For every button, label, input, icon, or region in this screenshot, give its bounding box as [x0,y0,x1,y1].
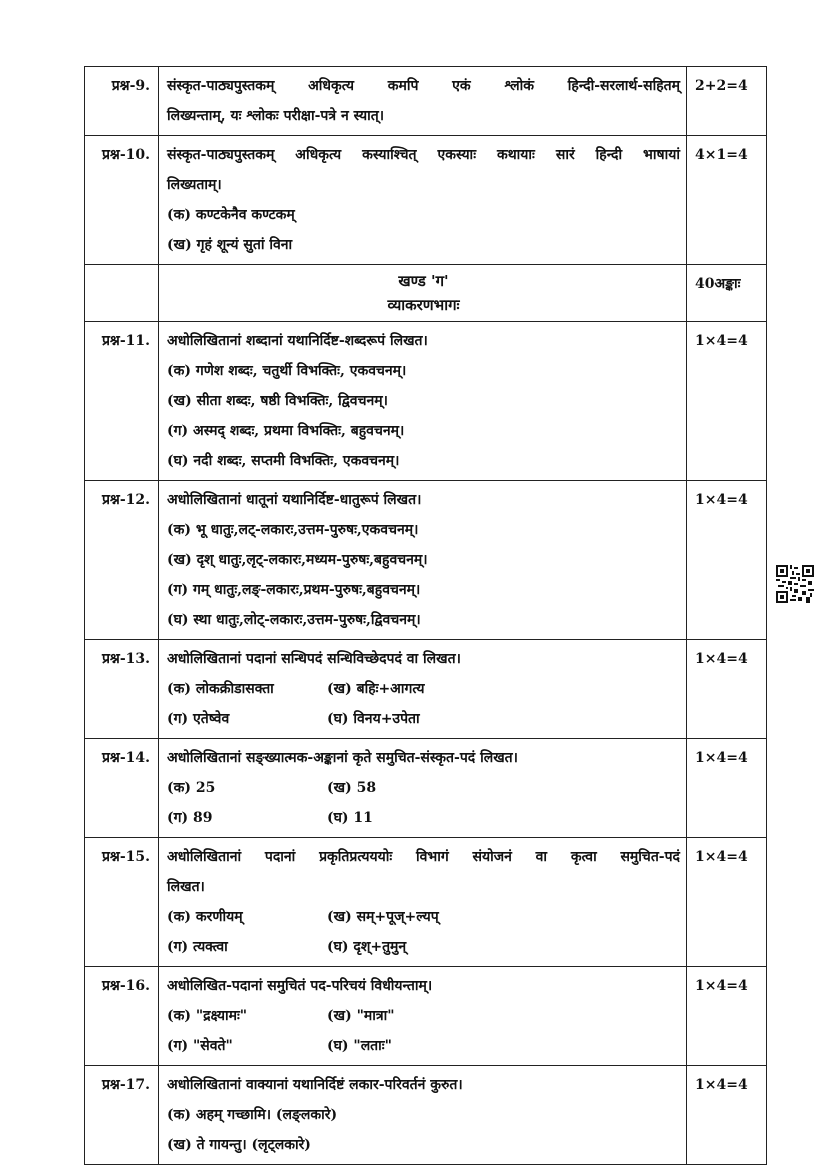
question-number: प्रश्न-10. [85,136,159,265]
option-line: (ख) गृहं शून्यं सुतां विना [167,237,293,253]
qr-code-icon [776,565,814,603]
marks-cell: 1×4=4 [687,838,767,967]
question-text [159,136,687,265]
marks-cell: 1×4=4 [687,640,767,739]
marks-cell: 1×4=4 [687,481,767,640]
question-table [84,66,767,1165]
option-item: (घ) विनय+उपेता [327,711,420,727]
question-text [159,640,687,739]
option-item: (घ) 11 [327,810,373,826]
section-title: खण्ड 'ग' [398,272,449,290]
option-item: (ग) 89 [167,810,213,826]
option-line: (क) कण्टकेनैव कण्टकम् [167,207,295,223]
question-line: लिख्यताम्। [167,177,222,193]
question-number: प्रश्न-17. [85,1066,159,1165]
marks-cell: 1×4=4 [687,322,767,481]
question-number: प्रश्न-13. [85,640,159,739]
question-line: संस्कृत-पाठ्यपुस्तकम् अधिकृत्य कमपि एकं श्लोकं हिन्दी-सरलार्थ-सहितम् [167,78,680,94]
option-line: (ख) दृश् धातुः,लृट्-लकारः,मध्यम-पुरुषः,बहुवचनम्। [167,552,428,568]
question-number: प्रश्न-9. [85,67,159,136]
option-item: (ख) "मात्रा" [327,1008,395,1024]
question-line: अधोलिखितानां पदानां प्रकृतिप्रत्यययोः विभागं संयोजनं वा कृत्वा समुचित-पदं [167,849,680,865]
empty-cell [85,265,159,322]
option-item: (ख) 58 [327,780,377,796]
marks-cell: 2+2=4 [687,67,767,136]
marks-cell: 40अङ्काः [687,265,767,322]
question-row-15 [85,838,767,967]
option-line: (क) अहम् गच्छामि। (लङ्लकारे) [167,1107,338,1123]
option-pair [167,902,680,932]
option-item: (ख) बहिः+आगत्य [327,681,425,697]
question-text [159,838,687,967]
option-item: (घ) "लताः" [327,1038,392,1054]
option-item: (ख) सम्+पूज्+ल्यप् [327,909,439,925]
question-line: अधोलिखितानां धातूनां यथानिर्दिष्ट-धातुरूपं लिखत। [167,492,422,508]
option-pair [167,704,680,734]
question-row-11 [85,322,767,481]
question-line: संस्कृत-पाठ्यपुस्तकम् अधिकृत्य कस्याश्चित् एकस्याः कथायाः सारं हिन्दी भाषायां [167,147,680,163]
option-line: (ख) सीता शब्दः, षष्ठी विभक्तिः, द्विवचनम्। [167,393,388,409]
option-line: (ख) ते गायन्तु। (लृट्लकारे) [167,1137,311,1153]
question-row-14 [85,739,767,838]
option-pair [167,674,680,704]
option-pair [167,1031,680,1061]
question-number: प्रश्न-16. [85,967,159,1066]
option-line: (ग) अस्मद् शब्दः, प्रथमा विभक्तिः, बहुवचनम्। [167,423,405,439]
question-row-10 [85,136,767,265]
question-number: प्रश्न-12. [85,481,159,640]
option-item: (ग) "सेवते" [167,1038,233,1054]
question-text [159,739,687,838]
option-item: (घ) दृश्+तुमुन् [327,939,407,955]
option-item: (क) लोकक्रीडासक्ता [167,681,274,697]
marks-cell: 1×4=4 [687,1066,767,1165]
marks-cell: 1×4=4 [687,967,767,1066]
question-number: प्रश्न-15. [85,838,159,967]
option-line: (घ) स्था धातुः,लोट्-लकारः,उत्तम-पुरुषः,द्विवचनम्। [167,612,421,628]
question-line: अधोलिखित-पदानां समुचितं पद-परिचयं विधीयन्ताम्। [167,978,433,994]
option-item: (क) करणीयम् [167,909,243,925]
question-number: प्रश्न-14. [85,739,159,838]
question-line: लिख्यन्ताम्, यः श्लोकः परीक्षा-पत्रे न स्यात्। [167,108,385,124]
option-line: (ग) गम् धातुः,लङ्-लकारः,प्रथम-पुरुषः,बहुवचनम्। [167,582,421,598]
option-pair [167,1001,680,1031]
option-line: (घ) नदी शब्दः, सप्तमी विभक्तिः, एकवचनम्। [167,453,400,469]
marks-cell: 4×1=4 [687,136,767,265]
question-line: अधोलिखितानां सङ्ख्यात्मक-अङ्कानां कृते समुचित-संस्कृत-पदं लिखत। [167,750,518,766]
option-line: (क) गणेश शब्दः, चतुर्थी विभक्तिः, एकवचनम्। [167,363,407,379]
question-text [159,1066,687,1165]
question-row-9 [85,67,767,136]
question-line: लिखत। [167,879,205,895]
option-item: (ग) एतेष्वेव [167,711,230,727]
option-item: (ग) त्यक्त्वा [167,939,228,955]
question-line: अधोलिखितानां वाक्यानां यथानिर्दिष्टं लकार-परिवर्तनं कुरुत। [167,1077,463,1093]
question-text [159,481,687,640]
question-row-16 [85,967,767,1066]
marks-cell: 1×4=4 [687,739,767,838]
question-row-13 [85,640,767,739]
section-subtitle: व्याकरणभागः [387,296,460,314]
question-line: अधोलिखितानां पदानां सन्धिपदं सन्धिविच्छेदपदं वा लिखत। [167,651,461,667]
question-row-17 [85,1066,767,1165]
section-heading [159,265,687,322]
question-line: अधोलिखितानां शब्दानां यथानिर्दिष्ट-शब्दरूपं लिखत। [167,333,428,349]
option-pair [167,773,680,803]
option-item: (क) "द्रक्ष्यामः" [167,1008,248,1024]
question-text [159,67,687,136]
option-line: (क) भू धातुः,लट्-लकारः,उत्तम-पुरुषः,एकवचनम्। [167,522,419,538]
question-text [159,967,687,1066]
option-pair [167,932,680,962]
option-item: (क) 25 [167,780,216,796]
question-number: प्रश्न-11. [85,322,159,481]
question-row-12 [85,481,767,640]
section-row [85,265,767,322]
option-pair [167,803,680,833]
question-text [159,322,687,481]
